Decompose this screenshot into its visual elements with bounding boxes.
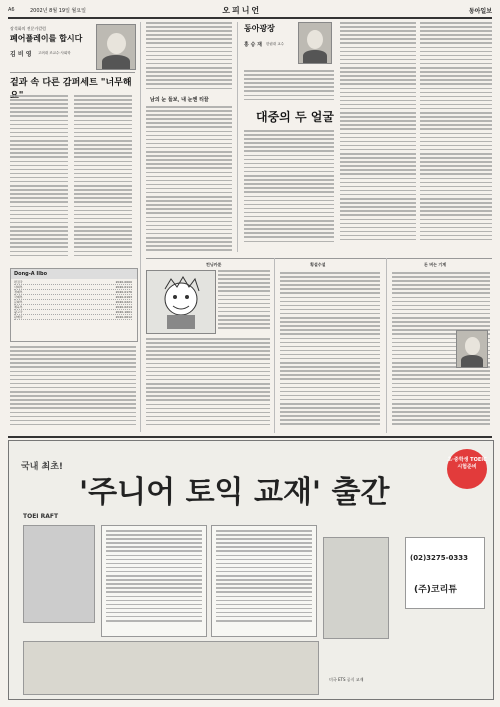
ad-phone: (02)3275-0333 [410, 554, 469, 562]
directory-phone: 2020-0612 [115, 315, 132, 319]
ad-brand: TOEI RAFT [23, 513, 59, 520]
directory-dept: 국제부 [14, 295, 23, 299]
page-number: A6 [8, 7, 15, 13]
ad-company: (주)코리튜 [414, 585, 458, 595]
author-photo [96, 24, 136, 70]
issue-date: 2002년 8월 19일 월요일 [30, 7, 87, 14]
directory-table [14, 280, 132, 320]
column-middle-body [146, 106, 232, 256]
directory-dept: 사회부 [14, 285, 23, 289]
column-middle-heading: 남의 눈 들보, 내 눈엔 티끌 [150, 97, 209, 103]
far-right-label: 돈 버는 기계 [424, 262, 447, 267]
column-series: 폐어플레이를 합시다 [10, 33, 83, 43]
directory-phone: 2020-0221 [115, 300, 132, 304]
column-headline: 겉과 속 다른 감퍼세트 "너무해 [10, 78, 132, 88]
ad-badge: 초·중학생 TOEIC 시험준비 [447, 449, 487, 489]
directory-dept: 판매국 [14, 315, 23, 319]
column-left-body-3 [10, 346, 136, 428]
cartoon-image [146, 270, 216, 334]
column-middle-top [146, 22, 232, 92]
far-right-photo [456, 330, 488, 368]
directory-dept: 편집국 [14, 280, 23, 284]
directory-dept: 경제부 [14, 290, 23, 294]
opinion-body-4 [420, 22, 492, 252]
ad-bottom-note: 미국 ETS 공식 교재 [329, 677, 364, 682]
directory-phone: 2020-0193 [115, 295, 132, 299]
brand-name: 동아일보 [468, 7, 492, 15]
opinion-body-2 [244, 130, 334, 250]
directory-dept: 체육부 [14, 305, 23, 309]
column-left-body-1 [10, 95, 68, 265]
opinion-body-3 [340, 22, 416, 252]
column-left-body-2 [74, 95, 132, 265]
section-title: 오피니언 [222, 5, 262, 15]
ad-book-image [23, 525, 95, 623]
directory-phone: 2020-0214 [115, 305, 132, 309]
directory-phone: 2020-0000 [115, 280, 132, 284]
directory-dept: 광고국 [14, 310, 23, 314]
ad-bottom-image [23, 641, 319, 695]
cartoon-label: 컨닝카툰 [206, 262, 222, 267]
directory-row [14, 315, 132, 320]
directory-dept: 문화부 [14, 300, 23, 304]
column-author-title: 고려대 조교수·사회학 [38, 51, 71, 55]
essay-body [280, 272, 380, 430]
ad-contact-box[interactable] [405, 537, 485, 609]
ad-sub: 국내 최초! [21, 462, 64, 472]
directory-box [10, 268, 138, 342]
opinion-author-photo [298, 22, 332, 64]
directory-title: Dong-A Ilbo [11, 269, 137, 279]
ad-headline: '주니어 토익 교재' 출간 [79, 475, 390, 510]
ad-info-box-2 [211, 525, 317, 637]
ad-info-box-1 [101, 525, 207, 637]
cartoon-bottom-text [146, 338, 270, 430]
column-kicker: 장석화의 전문가칼럼 [10, 26, 47, 31]
opinion-section-title: 동아광장 [244, 23, 275, 33]
opinion-body-1 [244, 70, 334, 105]
essay-label: 횡설수설 [310, 262, 326, 267]
advertisement[interactable] [8, 440, 494, 700]
opinion-author: 홍 승 재 [244, 42, 262, 48]
ad-book-image-2 [323, 537, 389, 639]
header-rule [8, 17, 492, 19]
opinion-author-title: 한림대 교수 [266, 42, 285, 46]
column-author: 김 비 영 [10, 51, 32, 58]
directory-phone: 2020-0176 [115, 290, 132, 294]
opinion-headline: 대중의 두 얼굴 [256, 110, 334, 124]
directory-phone: 2020-0114 [115, 285, 132, 289]
directory-phone: 2020-1601 [115, 310, 132, 314]
cartoon-side-text [218, 270, 270, 332]
page-header [8, 4, 492, 16]
